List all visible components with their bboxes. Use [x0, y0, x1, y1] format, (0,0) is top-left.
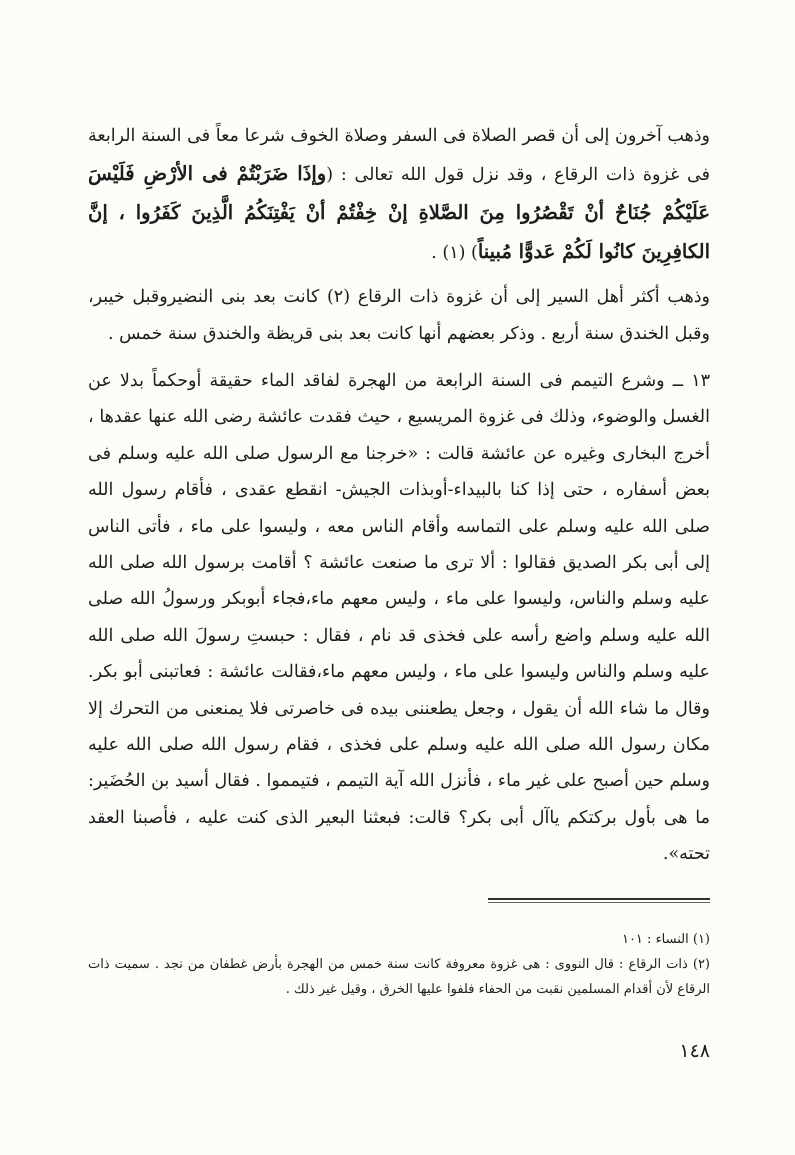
paragraph-dhat-al-riqa: وذهب أكثر أهل السير إلى أن غزوة ذات الرقاع (٢) كانت بعد بنى النضيروقبل خيبر، وقبل الخندق سنة أربع . وذكر بعضهم أنها كانت بعد بنى قريظة والخندق سنة خمس . — [88, 287, 710, 344]
paragraph-qasr-salat — [88, 118, 710, 272]
footnote-separator — [488, 898, 710, 900]
paragraph1-lead: وذهب آخرون إلى أن قصر الصلاة فى السفر وصلاة الخوف شرعا معاً فى السنة الرابعة فى غزوة ذات الرقاع ، وقد نزل قول الله تعالى : ( — [88, 126, 711, 185]
paragraph1-tail: ) (١) . — [431, 243, 478, 263]
footnote-separator-thin — [488, 902, 710, 903]
footnote-2: (٢) ذات الرقاع : قال النووى : هى غزوة معروفة كانت سنة خمس من الهجرة بأرض غطفان من نجد . سميت ذات الرقاع لأن أقدام المسلمين نقبت من الحفاء فلفوا عليها الخرق ، وقيل غير ذلك . — [88, 957, 710, 997]
quran-verse: وإذَا ضَرَبْتُمْ فى الأرْضِ فَلَيْسَ عَلَيْكُمْ جُنَاحٌ أنْ تَقْصُرُوا مِنَ الصَّلاةِ إنْ خِفْتُمْ أنْ يَفْتِنَكُمُ الَّذِينَ كَفَرُوا ، إنَّ الكافِرِينَ كانُوا لَكُمْ عَدوًّا مُبيناً — [88, 162, 710, 263]
page-number: ١٤٨ — [679, 1040, 710, 1062]
footnotes — [88, 927, 710, 1002]
paragraph-tayammum: ١٣ ــ وشرع التيمم فى السنة الرابعة من الهجرة لفاقد الماء حقيقة أوحكماً بدلا عن الغسل والوضوء، وذلك فى غزوة المريسيع ، حيث فقدت عائشة رضى الله عنها عقدها ، أخرج البخارى وغيره عن عائشة قالت : «خرجنا مع الرسول صلى الله عليه وسلم فى بعض أسفاره ، حتى إذا كنا بالبيداء-أوبذات الجيش- انقطع عقدى ، فأقام رسول الله صلى الله عليه وسلم على التماسه وأقام الناس معه ، وليسوا على ماء ، فأتى الناس إلى أبى بكر الصديق فقالوا : ألا ترى ما صنعت عائشة ؟ أقامت برسول الله صلى الله عليه وسلم والناس، وليسوا على ماء ، وليس معهم ماء،فجاء أبوبكر ورسولُ الله صلى الله عليه وسلم واضع رأسه على فخذى قد نام ، فقال : حبستِ رسولَ الله صلى الله عليه وسلم والناس وليسوا على ماء ، وليس معهم ماء،فقالت عائشة : فعاتبنى أبو بكر. وقال ما شاء الله أن يقول ، وجعل يطعننى بيده فى خاصرتى فلا يمنعنى من التحرك إلا مكان رسول الله صلى الله عليه وسلم على فخذى ، فقام رسول الله صلى الله عليه وسلم حين أصبح على غير ماء ، فأنزل الله آية التيمم ، فتيمموا . فقال أسيد بن الحُضَير: ما هى بأول بركتكم ياآل أبى بكر؟ قالت: فبعثنا البعير الذى كنت عليه ، فأصبنا العقد تحته». — [88, 371, 710, 865]
main-text — [88, 118, 710, 873]
footnote-1: (١) النساء : ١٠١ — [621, 932, 710, 947]
